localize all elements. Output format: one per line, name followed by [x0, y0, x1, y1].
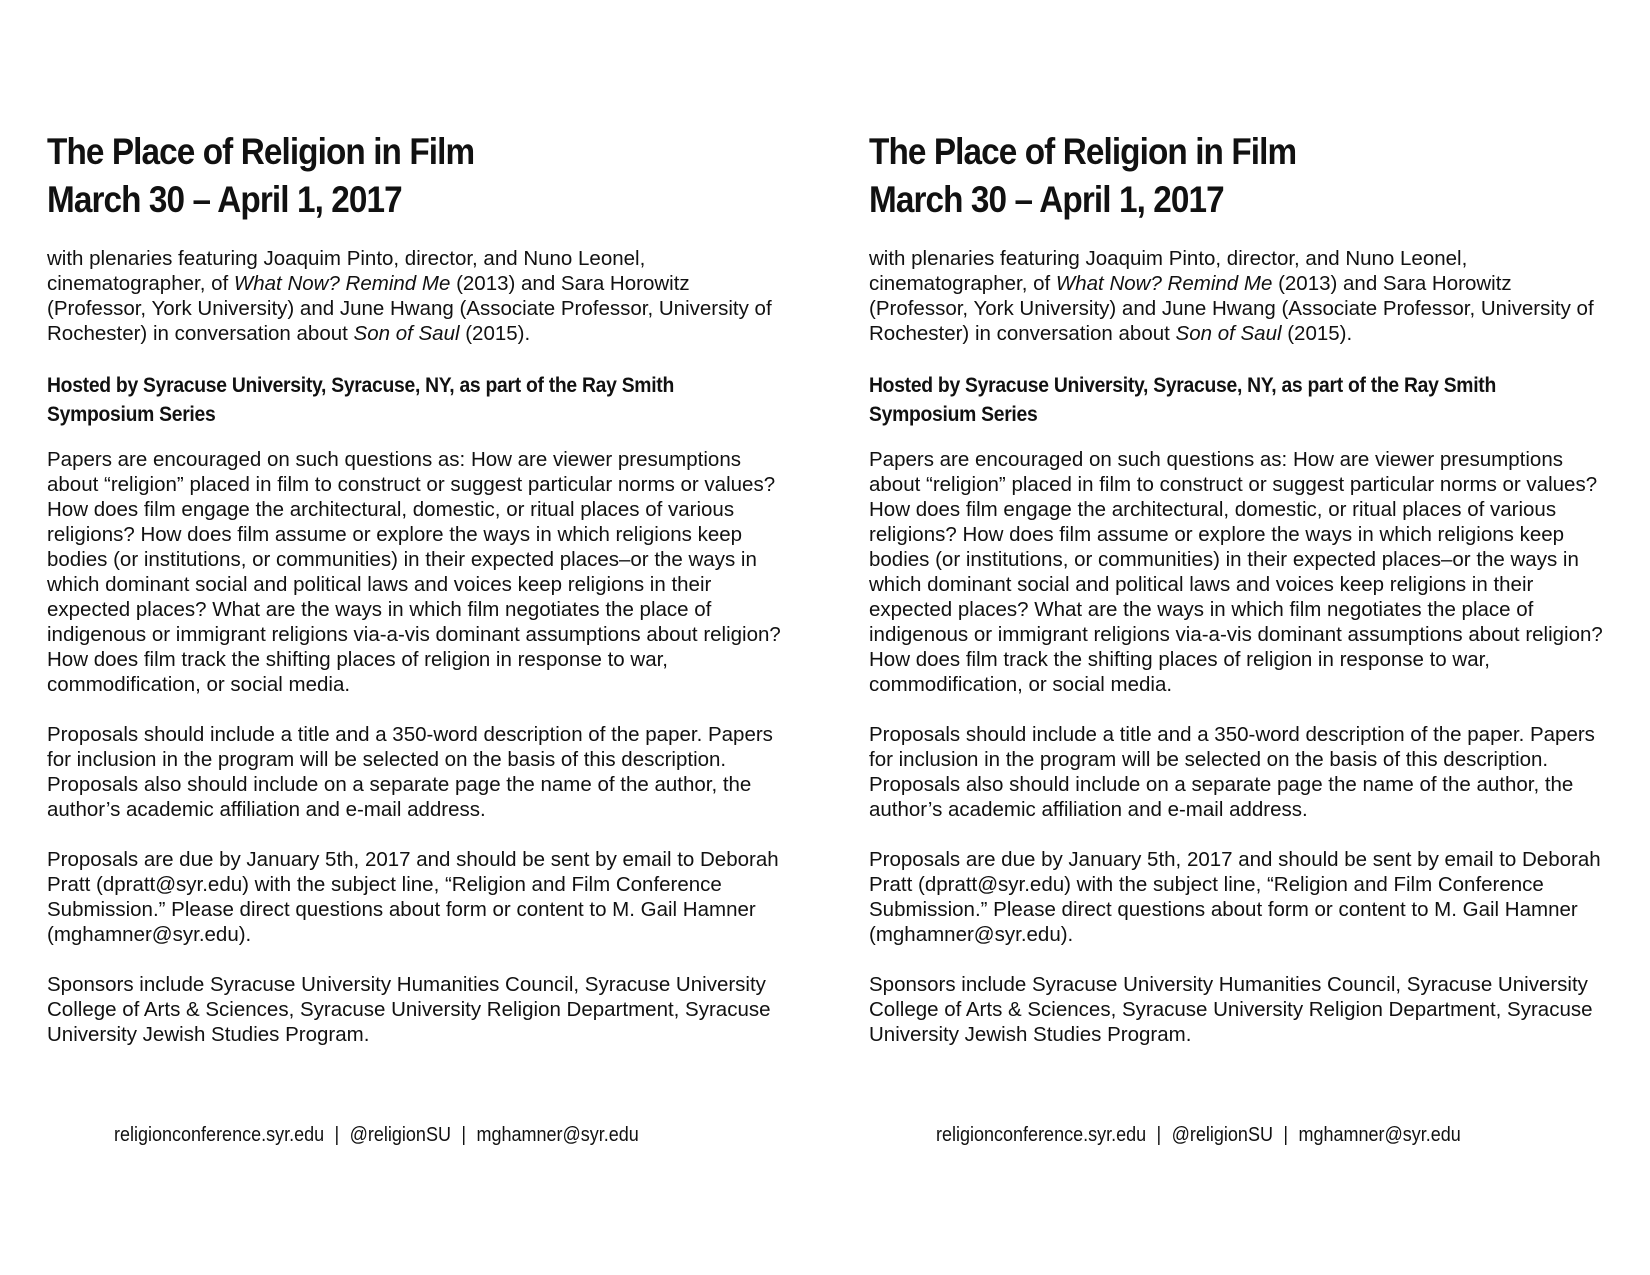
flyer-title: The Place of Religion in Film	[869, 131, 1297, 172]
twitter-handle[interactable]: @religionSU	[1171, 1124, 1273, 1146]
footer-right	[936, 1122, 1461, 1148]
email-link[interactable]: mghamner@syr.edu	[476, 1124, 639, 1146]
plenary-paragraph	[869, 246, 1609, 346]
deadline-paragraph: Proposals are due by January 5th, 2017 and should be sent by email to Deborah Pratt (dpratt@syr.edu) with the subject line, “Religion and Film Conference Submission.” Please direct questions about form or content to M. Gail Hamner (mghamner@syr.edu).	[47, 848, 779, 946]
film-title: What Now? Remind Me	[233, 272, 451, 295]
flyer-dates: March 30 – April 1, 2017	[47, 179, 402, 220]
footer-left	[114, 1122, 639, 1148]
hosted-by: Hosted by Syracuse University, Syracuse, NY, as part of the Ray Smith Symposium Series	[47, 374, 674, 426]
proposals-paragraph: Proposals should include a title and a 350-word description of the paper. Papers for inclusion in the program will be selected on the basis of this description. Proposals also should include on a separate page the name of the author, the author’s academic affiliation and e-mail address.	[47, 723, 773, 821]
footer-separator: |	[334, 1124, 340, 1146]
plenary-text: (2013) and Sara Horowitz (Professor, York University) and June Hwang (Associate Professor, University of Rochester) in conversation about	[47, 272, 772, 345]
flyer-left	[47, 128, 787, 1047]
plenary-text: (2015).	[1281, 322, 1353, 345]
plenary-text: (2013) and Sara Horowitz (Professor, York University) and June Hwang (Associate Professor, University of Rochester) in conversation about	[869, 272, 1594, 345]
plenary-text: with plenaries featuring Joaquim Pinto, director, and Nuno Leonel, cinematographer, of	[47, 247, 646, 295]
questions-paragraph: Papers are encouraged on such questions as: How are viewer presumptions about “religion” placed in film to construct or suggest particular norms or values? How does film engage the architectural, domestic, or ritual places of various religions? How does film assume or explore the ways in which religions keep bodies (or institutions, or communities) in their expected places–or the ways in which dominant social and political laws and voices keep religions in their expected places? What are the ways in which film negotiates the place of indigenous or immigrant religions via-a-vis dominant assumptions about religion? How does film track the shifting places of religion in response to war, commodification, or social media.	[869, 448, 1603, 696]
footer-separator: |	[461, 1124, 467, 1146]
film-title: What Now? Remind Me	[1055, 272, 1273, 295]
footer-separator: |	[1283, 1124, 1289, 1146]
flyer-title: The Place of Religion in Film	[47, 131, 475, 172]
film-title: Son of Saul	[1175, 322, 1282, 345]
flyer-right	[869, 128, 1609, 1047]
website-link[interactable]: religionconference.syr.edu	[114, 1124, 325, 1146]
sponsors-paragraph: Sponsors include Syracuse University Humanities Council, Syracuse University College of Arts & Sciences, Syracuse University Religion Department, Syracuse University Jewish Studies Program.	[869, 973, 1593, 1046]
proposals-paragraph: Proposals should include a title and a 350-word description of the paper. Papers for inclusion in the program will be selected on the basis of this description. Proposals also should include on a separate page the name of the author, the author’s academic affiliation and e-mail address.	[869, 723, 1595, 821]
sponsors-paragraph: Sponsors include Syracuse University Humanities Council, Syracuse University College of Arts & Sciences, Syracuse University Religion Department, Syracuse University Jewish Studies Program.	[47, 973, 771, 1046]
twitter-handle[interactable]: @religionSU	[349, 1124, 451, 1146]
flyer-dates: March 30 – April 1, 2017	[869, 179, 1224, 220]
plenary-paragraph	[47, 246, 787, 346]
email-link[interactable]: mghamner@syr.edu	[1298, 1124, 1461, 1146]
plenary-text: (2015).	[459, 322, 531, 345]
footer-separator: |	[1156, 1124, 1162, 1146]
deadline-paragraph: Proposals are due by January 5th, 2017 and should be sent by email to Deborah Pratt (dpratt@syr.edu) with the subject line, “Religion and Film Conference Submission.” Please direct questions about form or content to M. Gail Hamner (mghamner@syr.edu).	[869, 848, 1601, 946]
film-title: Son of Saul	[353, 322, 460, 345]
plenary-text: with plenaries featuring Joaquim Pinto, director, and Nuno Leonel, cinematographer, of	[869, 247, 1468, 295]
hosted-by: Hosted by Syracuse University, Syracuse, NY, as part of the Ray Smith Symposium Series	[869, 374, 1496, 426]
website-link[interactable]: religionconference.syr.edu	[936, 1124, 1147, 1146]
questions-paragraph: Papers are encouraged on such questions as: How are viewer presumptions about “religion” placed in film to construct or suggest particular norms or values? How does film engage the architectural, domestic, or ritual places of various religions? How does film assume or explore the ways in which religions keep bodies (or institutions, or communities) in their expected places–or the ways in which dominant social and political laws and voices keep religions in their expected places? What are the ways in which film negotiates the place of indigenous or immigrant religions via-a-vis dominant assumptions about religion? How does film track the shifting places of religion in response to war, commodification, or social media.	[47, 448, 781, 696]
